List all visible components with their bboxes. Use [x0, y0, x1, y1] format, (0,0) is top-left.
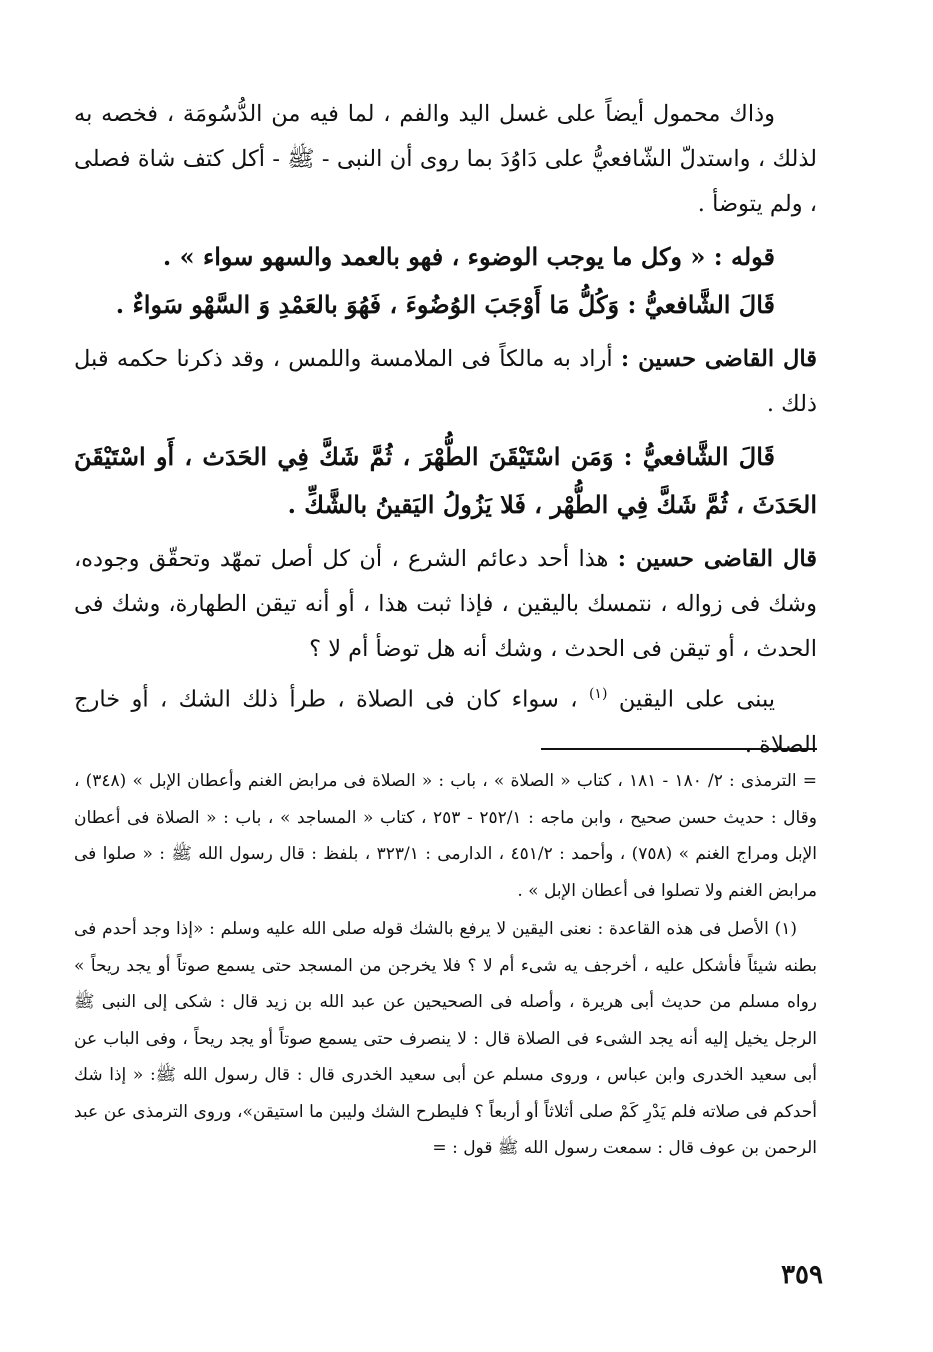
- footnote-separator: [541, 748, 817, 750]
- footnote-continued: = الترمذى : ٢/ ١٨٠ - ١٨١ ، كتاب « الصلاة » ، باب : « الصلاة فى مرابض الغنم وأعطان الإبل » (٣٤٨) ، وقال : حديث حسن صحيح ، وابن ماجه : ٢٥٢/١ - ٢٥٣ ، كتاب « المساجد » ، باب : « الصلاة فى أعطان الإبل ومراج الغنم » (٧٥٨) ، وأحمد : ٤٥١/٢ ، الدارمى : ٣٢٣/١ ، بلفظ : قال رسول الله ﷺ : « صلوا فى مرابض الغنم ولا تصلوا فى أعطان الإبل » .: [74, 771, 818, 901]
- footnote-1: (١) الأصل فى هذه القاعدة : نعنى اليقين لا يرفع بالشك قوله صلى الله عليه وسلم : «إذا وجد أحدم فى بطنه شيئاً فأشكل عليه ، أخرجف يه شىء أم لا ؟ فلا يخرجن من المسجد حتى يسمع صوتاً أو يجد ريحاً » رواه مسلم من حديث أبى هريرة ، وأصله فى الصحيحين عن عبد الله بن زيد قال : شكى إلى النبى ﷺ الرجل يخيل إليه أنه يجد الشىء فى الصلاة قال : لا ينصرف حتى يسمع صوتاً أو يجد ريحاً ، وفى الباب عن أبى سعيد الخدرى وابن عباس ، وروى مسلم عن أبى سعيد الخدرى قال : قال رسول الله ﷺ: « إذا شك أحدكم فى صلاته فلم يَدْرِ كَمْ صلى أثلاثاً أو أربعاً ؟ فليطرح الشك وليبن ما استيقن»، وروى الترمذى عن عبد الرحمن بن عوف قال : سمعت رسول الله ﷺ قول : =: [74, 919, 817, 1158]
- paragraph-7-start: يبنى على اليقين: [618, 686, 775, 713]
- paragraph-1: وذاك محمول أيضاً على غسل اليد والفم ، لما فيه من الدُّسُومَة ، فخصه به لذلك ، واستدلّ الشّافعيُّ على دَاوُدَ بما روى أن النبى - ﷺ - أكل كتف شاة فصلى ، ولم يتوضأ .: [74, 101, 817, 217]
- footnotes: [74, 763, 817, 1167]
- footnote-ref: (١): [588, 686, 608, 702]
- qadi-text: أراد به مالكاً فى الملامسة واللمس ، وقد ذكرنا حكمه قبل ذلك .: [74, 346, 817, 417]
- commentary-quote: قوله : « وكل ما يوجب الوضوء ، فهو بالعمد والسهو سواء » .: [162, 242, 775, 271]
- paragraph-qadi-1: [74, 337, 817, 427]
- shafii-text-1: قَالَ الشَّافعيُّ : وَكُلُّ مَا أَوْجَبَ الوُضُوءَ ، فَهُوَ بالعَمْدِ وَ السَّهْو سَواءٌ .: [115, 290, 775, 319]
- main-text: [74, 92, 817, 768]
- qadi-label: قال القاضى حسين :: [620, 346, 818, 372]
- qadi-text: هذا أحد دعائم الشرع ، أن كل أصل تمهّد وتحقّق وجوده، وشك فى زواله ، نتمسك باليقين ، فإذا ثبت هذا ، أو أنه تيقن الطهارة، وشك فى الحدث ، أو تيقن فى الحدث ، وشك أنه هل توضأ أم لا ؟: [74, 546, 817, 662]
- paragraph-7: [74, 672, 817, 768]
- page-number: ٣٥٩: [781, 1260, 823, 1290]
- qadi-label: قال القاضى حسين :: [617, 546, 818, 572]
- paragraph-qadi-2: [74, 537, 817, 672]
- paragraph-7-end: ، سواء كان فى الصلاة ، طرأ ذلك الشك ، أو خارج الصلاة .: [74, 686, 817, 758]
- shafii-text-2: قَالَ الشَّافعيُّ : وَمَن اسْتَيْقَنَ الطُّهْرَ ، ثُمَّ شَكَّ فِي الحَدَث ، أَو اسْتَيْقَنَ الحَدَثَ ، ثُمَّ شَكَّ فِي الطُّهْر ، فَلا يَزُولُ اليَقينُ بالشَّكِّ .: [74, 442, 817, 519]
